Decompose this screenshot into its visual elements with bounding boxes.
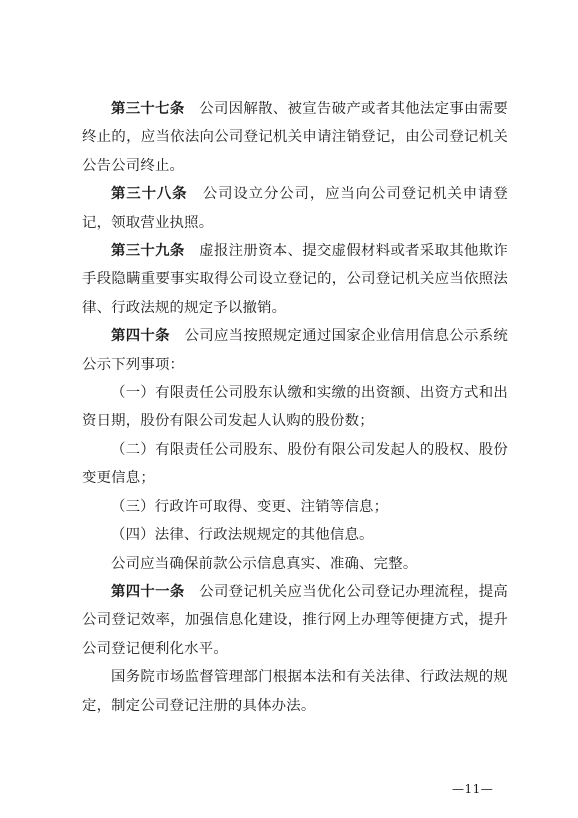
page-number: —11— [452, 782, 494, 796]
list-item-text: （三）行政许可取得、变更、注销等信息； [111, 498, 389, 515]
article-text: 公司应当按照规定通过国家企业信用信息公示系统公示下列事项： [82, 328, 509, 373]
article-heading: 第四十一条 [111, 583, 185, 600]
list-item-3 [82, 493, 508, 521]
list-item-text: （一）有限责任公司股东认缴和实缴的出资额、出资方式和出资日期，股份有限公司发起人认购的股份数； [82, 385, 508, 430]
article-39 [82, 237, 508, 322]
article-37 [82, 95, 508, 180]
list-item-2 [82, 436, 508, 493]
article-41-paragraph-2 [82, 663, 508, 720]
article-40 [82, 322, 508, 379]
list-item-text: （二）有限责任公司股东、股份有限公司发起人的股权、股份变更信息； [82, 441, 508, 487]
paragraph-text: 公司应当确保前款公示信息真实、准确、完整。 [111, 555, 418, 572]
article-text: 公司因解散、被宣告破产或者其他法定事由需要终止的，应当依法向公司登记机关申请注销登记，由公司登记机关公告公司终止。 [82, 101, 509, 174]
article-text: 公司登记机关应当优化公司登记办理流程，提高公司登记效率，加强信息化建设，推行网上办理等便捷方式，提升公司登记便利化水平。 [82, 583, 509, 657]
article-text: 虚报注册资本、提交虚假材料或者采取其他欺诈手段隐瞒重要事实取得公司设立登记的，公司登记机关应当依照法律、行政法规的规定予以撤销。 [82, 243, 509, 316]
article-heading: 第三十九条 [111, 243, 185, 260]
paragraph-text: 国务院市场监督管理部门根据本法和有关法律、行政法规的规定，制定公司登记注册的具体办法。 [82, 669, 508, 714]
article-heading: 第四十条 [111, 328, 170, 345]
list-item-text: （四）法律、行政法规规定的其他信息。 [111, 527, 374, 544]
list-item-4 [82, 521, 508, 549]
list-item-1 [82, 379, 508, 436]
article-text: 公司设立分公司，应当向公司登记机关申请登记，领取营业执照。 [82, 186, 508, 231]
document-body [82, 95, 508, 720]
article-38 [82, 180, 508, 237]
article-heading: 第三十八条 [111, 186, 188, 203]
article-heading: 第三十七条 [111, 101, 185, 117]
article-41 [82, 578, 508, 663]
article-40-closing [82, 550, 508, 578]
